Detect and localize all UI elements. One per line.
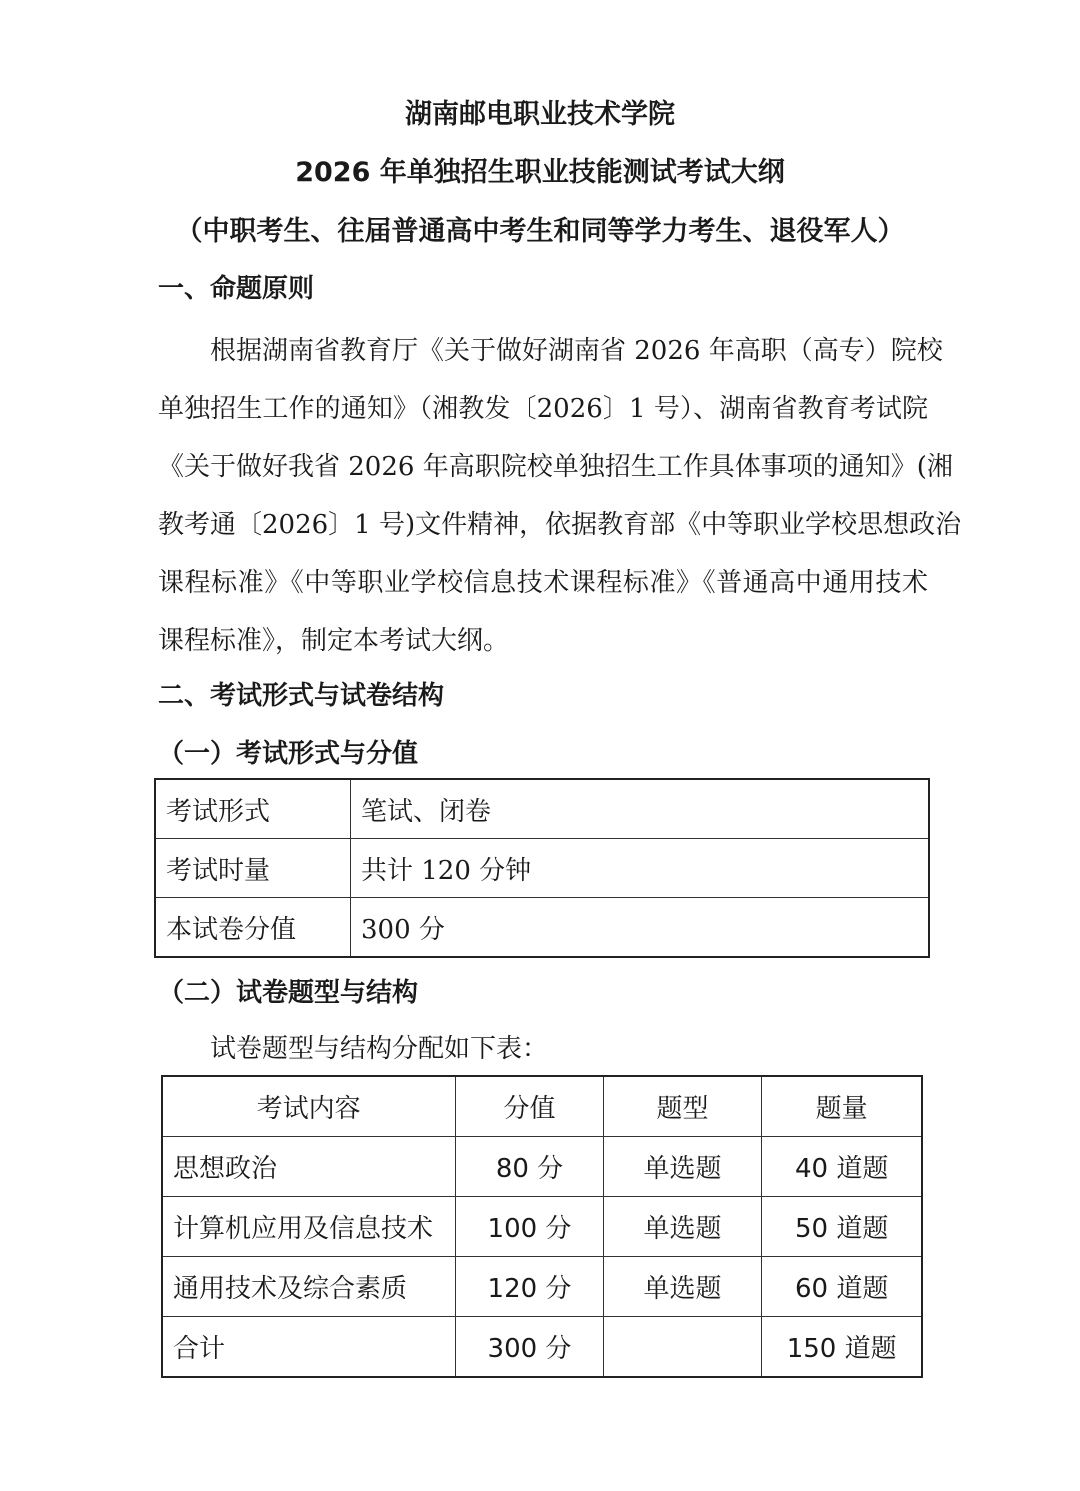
table-row-total [162,1317,922,1378]
paragraph-line: 《关于做好我省 2026 年高职院校单独招生工作具体事项的通知》(湘 [158,452,953,482]
paragraph-line: 根据湖南省教育厅《关于做好湖南省 2026 年高职（高专）院校 [210,336,943,366]
table-cell-value: 300 分 [351,898,930,958]
table-cell: 通用技术及综合素质 [162,1257,456,1317]
school-name: 湖南邮电职业技术学院 [405,99,675,130]
table-cell: 合计 [162,1317,456,1378]
table-cell: 150 道题 [762,1317,922,1378]
table-cell [603,1317,762,1378]
table-cell-key: 考试时量 [155,839,351,898]
section-heading-principles: 一、命题原则 [158,274,315,304]
principles-paragraph [158,322,962,670]
table-row [162,1257,922,1317]
structure-intro-text: 试卷题型与结构分配如下表： [210,1034,549,1064]
table-cell-key: 本试卷分值 [155,898,351,958]
table-cell: 思想政治 [162,1137,456,1197]
table-cell: 50 道题 [762,1197,922,1257]
table-cell-value: 笔试、闭卷 [351,779,930,839]
table-cell: 40 道题 [762,1137,922,1197]
column-header: 考试内容 [162,1076,456,1137]
table-cell: 计算机应用及信息技术 [162,1197,456,1257]
document-subtitle: （中职考生、往届普通高中考生和同等学力考生、退役军人） [175,216,905,247]
exam-format-table [154,778,930,958]
table-cell: 单选题 [603,1197,762,1257]
table-row [162,1197,922,1257]
column-header: 分值 [456,1076,603,1137]
table-cell: 300 分 [456,1317,603,1378]
subsection-heading-question-structure: （二）试卷题型与结构 [158,978,419,1008]
table-row [155,779,929,839]
paragraph-line: 单独招生工作的通知》（湘教发〔2026〕1 号）、湖南省教育考试院 [158,394,928,424]
table-cell: 单选题 [603,1257,762,1317]
table-cell: 单选题 [603,1137,762,1197]
table-cell: 80 分 [456,1137,603,1197]
table-cell-value: 共计 120 分钟 [351,839,930,898]
table-header-row [162,1076,922,1137]
table-row [155,898,929,958]
column-header: 题型 [603,1076,762,1137]
table-row [155,839,929,898]
table-cell-key: 考试形式 [155,779,351,839]
subsection-heading-format-score: （一）考试形式与分值 [158,739,419,769]
table-cell: 120 分 [456,1257,603,1317]
table-cell: 100 分 [456,1197,603,1257]
table-cell: 60 道题 [762,1257,922,1317]
paragraph-line: 课程标准》，制定本考试大纲。 [158,626,510,656]
section-heading-exam-format: 二、考试形式与试卷结构 [158,681,445,711]
document-title: 2026 年单独招生职业技能测试考试大纲 [295,157,785,188]
column-header: 题量 [762,1076,922,1137]
question-structure-table [161,1075,923,1378]
paragraph-line: 教考通〔2026〕1 号)文件精神，依据教育部《中等职业学校思想政治 [158,510,962,540]
paragraph-line: 课程标准》《中等职业学校信息技术课程标准》《普通高中通用技术 [158,568,928,598]
table-row [162,1137,922,1197]
